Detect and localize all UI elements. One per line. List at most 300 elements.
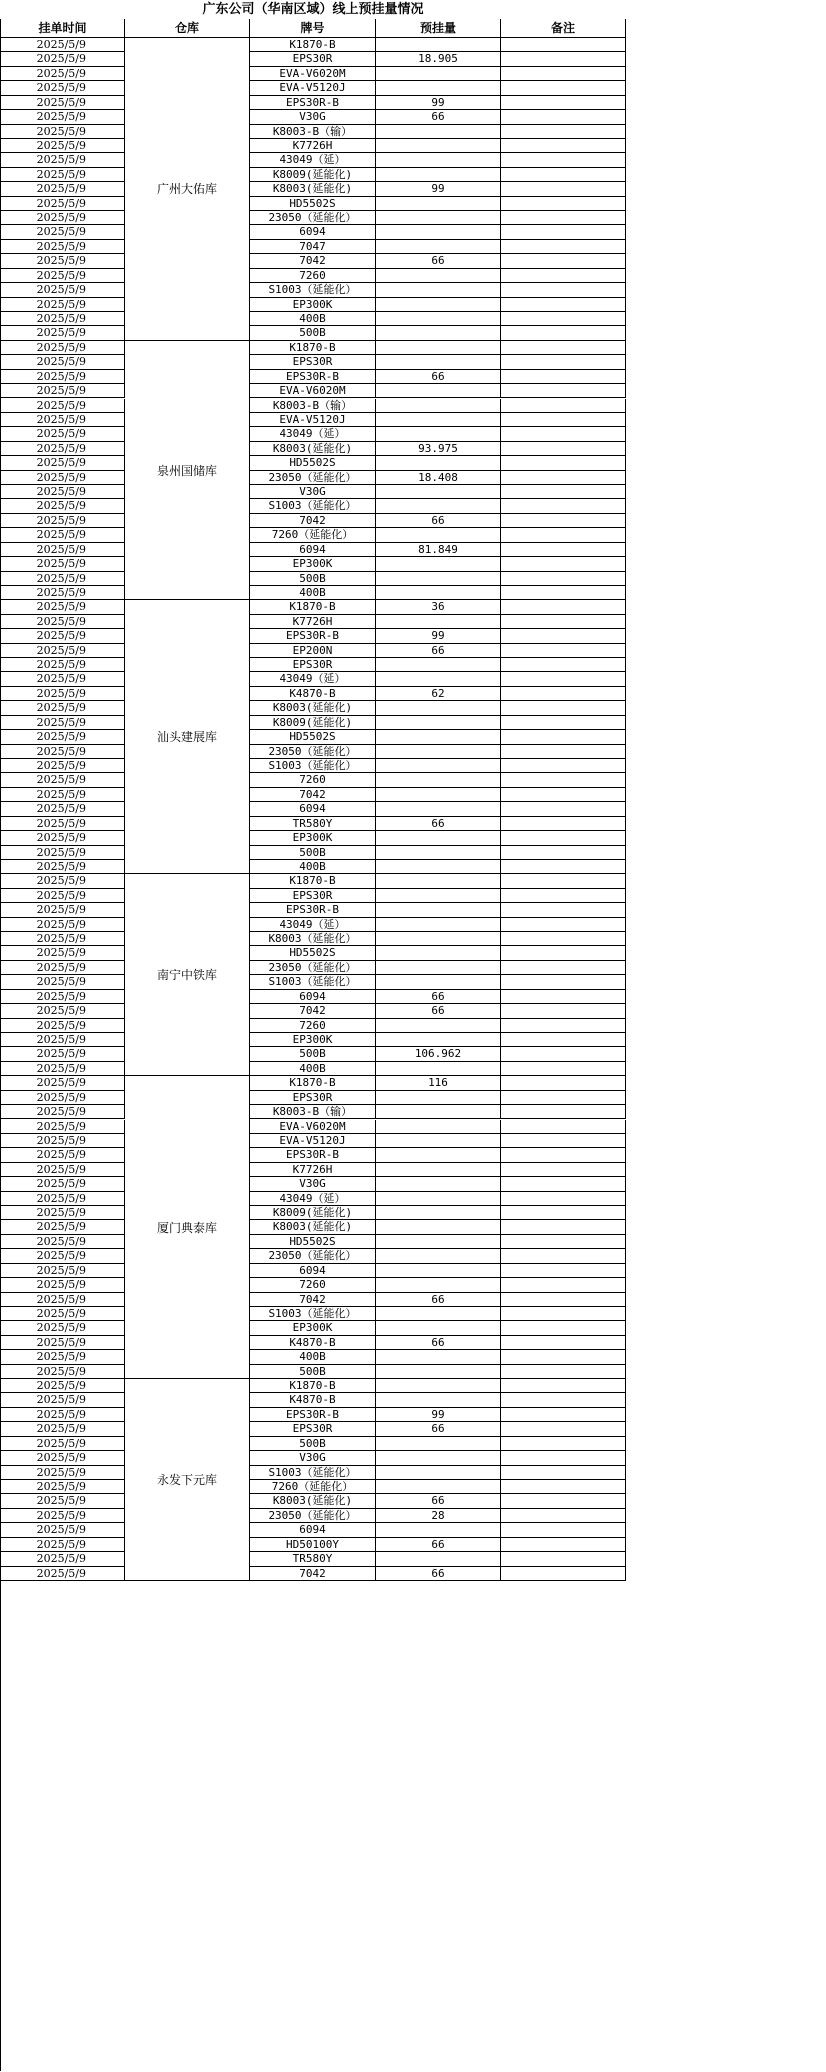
brand-cell: K8003(延能化) bbox=[250, 182, 376, 196]
note-cell bbox=[501, 1235, 626, 1249]
qty-cell bbox=[376, 586, 501, 600]
qty-cell bbox=[376, 1437, 501, 1451]
date-cell: 2025/5/9 bbox=[0, 341, 125, 355]
qty-cell: 62 bbox=[376, 687, 501, 701]
qty-cell: 66 bbox=[376, 817, 501, 831]
qty-cell bbox=[376, 1552, 501, 1566]
qty-cell: 66 bbox=[376, 990, 501, 1004]
qty-cell bbox=[376, 269, 501, 283]
qty-cell bbox=[376, 225, 501, 239]
note-cell bbox=[501, 1437, 626, 1451]
date-cell: 2025/5/9 bbox=[0, 1336, 125, 1350]
qty-cell bbox=[376, 745, 501, 759]
warehouse-cell: 泉州国储库 bbox=[125, 341, 250, 601]
brand-cell: HD5502S bbox=[250, 1235, 376, 1249]
note-cell bbox=[501, 52, 626, 66]
date-cell: 2025/5/9 bbox=[0, 1509, 125, 1523]
brand-cell: 7042 bbox=[250, 1004, 376, 1018]
warehouse-cell: 南宁中铁库 bbox=[125, 874, 250, 1076]
date-cell: 2025/5/9 bbox=[0, 687, 125, 701]
date-cell: 2025/5/9 bbox=[0, 1134, 125, 1148]
note-cell bbox=[501, 96, 626, 110]
note-cell bbox=[501, 1177, 626, 1191]
qty-cell: 66 bbox=[376, 1336, 501, 1350]
qty-cell: 66 bbox=[376, 1567, 501, 1581]
qty-cell bbox=[376, 1365, 501, 1379]
date-cell: 2025/5/9 bbox=[0, 1091, 125, 1105]
header-note: 备注 bbox=[501, 19, 626, 38]
note-cell bbox=[501, 67, 626, 81]
date-cell: 2025/5/9 bbox=[0, 38, 125, 52]
date-cell: 2025/5/9 bbox=[0, 701, 125, 715]
note-cell bbox=[501, 1148, 626, 1162]
note-cell bbox=[501, 1480, 626, 1494]
note-cell bbox=[501, 918, 626, 932]
date-cell: 2025/5/9 bbox=[0, 932, 125, 946]
date-cell: 2025/5/9 bbox=[0, 442, 125, 456]
qty-cell bbox=[376, 413, 501, 427]
qty-cell bbox=[376, 384, 501, 398]
qty-cell bbox=[376, 1393, 501, 1407]
date-cell: 2025/5/9 bbox=[0, 456, 125, 470]
note-cell bbox=[501, 600, 626, 614]
date-cell: 2025/5/9 bbox=[0, 1466, 125, 1480]
qty-cell bbox=[376, 67, 501, 81]
brand-cell: K8009(延能化) bbox=[250, 168, 376, 182]
qty-cell bbox=[376, 889, 501, 903]
date-cell: 2025/5/9 bbox=[0, 312, 125, 326]
date-cell: 2025/5/9 bbox=[0, 730, 125, 744]
date-cell: 2025/5/9 bbox=[0, 1307, 125, 1321]
date-cell: 2025/5/9 bbox=[0, 1105, 125, 1119]
brand-cell: TR580Y bbox=[250, 1552, 376, 1566]
date-cell: 2025/5/9 bbox=[0, 1365, 125, 1379]
qty-cell bbox=[376, 1220, 501, 1234]
note-cell bbox=[501, 1466, 626, 1480]
note-cell bbox=[501, 730, 626, 744]
date-cell: 2025/5/9 bbox=[0, 52, 125, 66]
brand-cell: 43049（延） bbox=[250, 672, 376, 686]
brand-cell: 23050（延能化） bbox=[250, 471, 376, 485]
qty-cell bbox=[376, 1480, 501, 1494]
qty-cell bbox=[376, 1264, 501, 1278]
qty-cell: 66 bbox=[376, 110, 501, 124]
brand-cell: 7260 bbox=[250, 773, 376, 787]
date-cell: 2025/5/9 bbox=[0, 168, 125, 182]
brand-cell: K8003(延能化) bbox=[250, 442, 376, 456]
brand-cell: 6094 bbox=[250, 802, 376, 816]
date-cell: 2025/5/9 bbox=[0, 1293, 125, 1307]
note-cell bbox=[501, 110, 626, 124]
note-cell bbox=[501, 687, 626, 701]
note-cell bbox=[501, 471, 626, 485]
qty-cell bbox=[376, 168, 501, 182]
brand-cell: EVA-V6020M bbox=[250, 384, 376, 398]
brand-cell: 500B bbox=[250, 1437, 376, 1451]
note-cell bbox=[501, 125, 626, 139]
brand-cell: EPS30R-B bbox=[250, 370, 376, 384]
warehouse-cell: 厦门典泰库 bbox=[125, 1076, 250, 1379]
qty-cell bbox=[376, 1249, 501, 1263]
note-cell bbox=[501, 341, 626, 355]
qty-cell bbox=[376, 240, 501, 254]
date-cell: 2025/5/9 bbox=[0, 1451, 125, 1465]
note-cell bbox=[501, 1105, 626, 1119]
note-cell bbox=[501, 413, 626, 427]
brand-cell: 6094 bbox=[250, 1523, 376, 1537]
date-cell: 2025/5/9 bbox=[0, 96, 125, 110]
date-cell: 2025/5/9 bbox=[0, 1062, 125, 1076]
note-cell bbox=[501, 745, 626, 759]
note-cell bbox=[501, 427, 626, 441]
note-cell bbox=[501, 615, 626, 629]
brand-cell: 7042 bbox=[250, 788, 376, 802]
qty-cell bbox=[376, 485, 501, 499]
brand-cell: EVA-V5120J bbox=[250, 413, 376, 427]
qty-cell: 36 bbox=[376, 600, 501, 614]
qty-cell bbox=[376, 427, 501, 441]
note-cell bbox=[501, 629, 626, 643]
date-cell: 2025/5/9 bbox=[0, 860, 125, 874]
brand-cell: 7260（延能化） bbox=[250, 528, 376, 542]
qty-cell: 66 bbox=[376, 1004, 501, 1018]
note-cell bbox=[501, 1163, 626, 1177]
date-cell: 2025/5/9 bbox=[0, 788, 125, 802]
brand-cell: K8003(延能化) bbox=[250, 1494, 376, 1508]
note-cell bbox=[501, 298, 626, 312]
date-cell: 2025/5/9 bbox=[0, 1552, 125, 1566]
date-cell: 2025/5/9 bbox=[0, 773, 125, 787]
note-cell bbox=[501, 1076, 626, 1090]
qty-cell bbox=[376, 81, 501, 95]
date-cell: 2025/5/9 bbox=[0, 197, 125, 211]
date-cell: 2025/5/9 bbox=[0, 1321, 125, 1335]
date-cell: 2025/5/9 bbox=[0, 240, 125, 254]
qty-cell: 66 bbox=[376, 1494, 501, 1508]
qty-cell bbox=[376, 125, 501, 139]
brand-cell: 500B bbox=[250, 572, 376, 586]
qty-cell: 66 bbox=[376, 1422, 501, 1436]
date-cell: 2025/5/9 bbox=[0, 1350, 125, 1364]
date-cell: 2025/5/9 bbox=[0, 269, 125, 283]
date-cell: 2025/5/9 bbox=[0, 514, 125, 528]
note-cell bbox=[501, 1552, 626, 1566]
brand-cell: 400B bbox=[250, 860, 376, 874]
note-cell bbox=[501, 961, 626, 975]
date-cell: 2025/5/9 bbox=[0, 615, 125, 629]
date-cell: 2025/5/9 bbox=[0, 528, 125, 542]
brand-cell: 23050（延能化） bbox=[250, 961, 376, 975]
brand-cell: 23050（延能化） bbox=[250, 745, 376, 759]
date-cell: 2025/5/9 bbox=[0, 485, 125, 499]
qty-cell bbox=[376, 211, 501, 225]
qty-cell bbox=[376, 1062, 501, 1076]
note-cell bbox=[501, 672, 626, 686]
brand-cell: EPS30R-B bbox=[250, 629, 376, 643]
brand-cell: EP300K bbox=[250, 557, 376, 571]
date-cell: 2025/5/9 bbox=[0, 1422, 125, 1436]
qty-cell bbox=[376, 701, 501, 715]
brand-cell: 7260 bbox=[250, 1019, 376, 1033]
brand-cell: 400B bbox=[250, 586, 376, 600]
date-cell: 2025/5/9 bbox=[0, 1494, 125, 1508]
note-cell bbox=[501, 1134, 626, 1148]
note-cell bbox=[501, 1494, 626, 1508]
brand-cell: K8003(延能化) bbox=[250, 1220, 376, 1234]
brand-cell: 43049（延） bbox=[250, 153, 376, 167]
qty-cell bbox=[376, 153, 501, 167]
note-cell bbox=[501, 326, 626, 340]
note-cell bbox=[501, 903, 626, 917]
date-cell: 2025/5/9 bbox=[0, 1437, 125, 1451]
brand-cell: EP300K bbox=[250, 831, 376, 845]
note-cell bbox=[501, 701, 626, 715]
date-cell: 2025/5/9 bbox=[0, 716, 125, 730]
date-cell: 2025/5/9 bbox=[0, 110, 125, 124]
qty-cell bbox=[376, 773, 501, 787]
brand-cell: K1870-B bbox=[250, 38, 376, 52]
brand-cell: 7042 bbox=[250, 514, 376, 528]
brand-cell: K4870-B bbox=[250, 1336, 376, 1350]
date-cell: 2025/5/9 bbox=[0, 629, 125, 643]
date-cell: 2025/5/9 bbox=[0, 153, 125, 167]
brand-cell: EPS30R-B bbox=[250, 903, 376, 917]
qty-cell bbox=[376, 788, 501, 802]
note-cell bbox=[501, 586, 626, 600]
brand-cell: S1003（延能化） bbox=[250, 283, 376, 297]
qty-cell: 66 bbox=[376, 644, 501, 658]
brand-cell: 400B bbox=[250, 1062, 376, 1076]
date-cell: 2025/5/9 bbox=[0, 499, 125, 513]
note-cell bbox=[501, 1408, 626, 1422]
date-cell: 2025/5/9 bbox=[0, 1264, 125, 1278]
note-cell bbox=[501, 355, 626, 369]
brand-cell: 7042 bbox=[250, 254, 376, 268]
qty-cell bbox=[376, 399, 501, 413]
date-cell: 2025/5/9 bbox=[0, 326, 125, 340]
note-cell bbox=[501, 1451, 626, 1465]
date-cell: 2025/5/9 bbox=[0, 759, 125, 773]
warehouse-cell: 永发下元库 bbox=[125, 1379, 250, 1581]
qty-cell: 28 bbox=[376, 1509, 501, 1523]
note-cell bbox=[501, 1523, 626, 1537]
qty-cell bbox=[376, 874, 501, 888]
brand-cell: 400B bbox=[250, 312, 376, 326]
date-cell: 2025/5/9 bbox=[0, 1220, 125, 1234]
qty-cell bbox=[376, 341, 501, 355]
brand-cell: K4870-B bbox=[250, 1393, 376, 1407]
qty-cell bbox=[376, 759, 501, 773]
brand-cell: 7260 bbox=[250, 1278, 376, 1292]
date-cell: 2025/5/9 bbox=[0, 874, 125, 888]
qty-cell bbox=[376, 557, 501, 571]
qty-cell bbox=[376, 672, 501, 686]
note-cell bbox=[501, 889, 626, 903]
qty-cell bbox=[376, 572, 501, 586]
qty-cell: 66 bbox=[376, 514, 501, 528]
brand-cell: S1003（延能化） bbox=[250, 1307, 376, 1321]
note-cell bbox=[501, 384, 626, 398]
date-cell: 2025/5/9 bbox=[0, 471, 125, 485]
note-cell bbox=[501, 557, 626, 571]
date-cell: 2025/5/9 bbox=[0, 283, 125, 297]
note-cell bbox=[501, 860, 626, 874]
note-cell bbox=[501, 990, 626, 1004]
note-cell bbox=[501, 269, 626, 283]
note-cell bbox=[501, 1004, 626, 1018]
date-cell: 2025/5/9 bbox=[0, 399, 125, 413]
warehouse-cell: 广州大佑库 bbox=[125, 38, 250, 341]
brand-cell: EVA-V5120J bbox=[250, 1134, 376, 1148]
note-cell bbox=[501, 225, 626, 239]
qty-cell: 66 bbox=[376, 370, 501, 384]
note-cell bbox=[501, 817, 626, 831]
brand-cell: EVA-V6020M bbox=[250, 1120, 376, 1134]
brand-cell: EP300K bbox=[250, 1033, 376, 1047]
note-cell bbox=[501, 81, 626, 95]
qty-cell bbox=[376, 716, 501, 730]
note-cell bbox=[501, 543, 626, 557]
date-cell: 2025/5/9 bbox=[0, 1004, 125, 1018]
note-cell bbox=[501, 1249, 626, 1263]
date-cell: 2025/5/9 bbox=[0, 81, 125, 95]
qty-cell bbox=[376, 1278, 501, 1292]
qty-cell bbox=[376, 326, 501, 340]
qty-cell bbox=[376, 298, 501, 312]
note-cell bbox=[501, 1033, 626, 1047]
date-cell: 2025/5/9 bbox=[0, 903, 125, 917]
brand-cell: 400B bbox=[250, 1350, 376, 1364]
qty-cell: 66 bbox=[376, 1538, 501, 1552]
note-cell bbox=[501, 773, 626, 787]
qty-cell: 81.849 bbox=[376, 543, 501, 557]
qty-cell bbox=[376, 615, 501, 629]
note-cell bbox=[501, 240, 626, 254]
note-cell bbox=[501, 759, 626, 773]
date-cell: 2025/5/9 bbox=[0, 990, 125, 1004]
qty-cell bbox=[376, 197, 501, 211]
note-cell bbox=[501, 658, 626, 672]
qty-cell bbox=[376, 1019, 501, 1033]
note-cell bbox=[501, 1422, 626, 1436]
brand-cell: 6094 bbox=[250, 543, 376, 557]
note-cell bbox=[501, 1264, 626, 1278]
qty-cell bbox=[376, 1163, 501, 1177]
date-cell: 2025/5/9 bbox=[0, 817, 125, 831]
date-cell: 2025/5/9 bbox=[0, 961, 125, 975]
date-cell: 2025/5/9 bbox=[0, 1249, 125, 1263]
note-cell bbox=[501, 1307, 626, 1321]
qty-cell: 99 bbox=[376, 629, 501, 643]
qty-cell bbox=[376, 1350, 501, 1364]
note-cell bbox=[501, 197, 626, 211]
brand-cell: K7726H bbox=[250, 139, 376, 153]
qty-cell: 99 bbox=[376, 182, 501, 196]
note-cell bbox=[501, 283, 626, 297]
brand-cell: EPS30R bbox=[250, 658, 376, 672]
date-cell: 2025/5/9 bbox=[0, 298, 125, 312]
data-table bbox=[0, 19, 626, 2071]
brand-cell: K7726H bbox=[250, 1163, 376, 1177]
brand-cell: EPS30R bbox=[250, 1091, 376, 1105]
brand-cell: EP200N bbox=[250, 644, 376, 658]
brand-cell: K8003-B（输） bbox=[250, 1105, 376, 1119]
brand-cell: K8003(延能化) bbox=[250, 701, 376, 715]
brand-cell: EPS30R bbox=[250, 52, 376, 66]
note-cell bbox=[501, 1336, 626, 1350]
date-cell: 2025/5/9 bbox=[0, 672, 125, 686]
note-cell bbox=[501, 1047, 626, 1061]
date-cell: 2025/5/9 bbox=[0, 125, 125, 139]
date-cell: 2025/5/9 bbox=[0, 600, 125, 614]
note-cell bbox=[501, 1192, 626, 1206]
qty-cell bbox=[376, 1321, 501, 1335]
note-cell bbox=[501, 1120, 626, 1134]
date-cell: 2025/5/9 bbox=[0, 846, 125, 860]
qty-cell bbox=[376, 831, 501, 845]
brand-cell: 43049（延） bbox=[250, 918, 376, 932]
date-cell: 2025/5/9 bbox=[0, 1408, 125, 1422]
qty-cell bbox=[376, 1192, 501, 1206]
header-date: 挂单时间 bbox=[0, 19, 125, 38]
note-cell bbox=[501, 1379, 626, 1393]
brand-cell: K1870-B bbox=[250, 1379, 376, 1393]
qty-cell bbox=[376, 1379, 501, 1393]
qty-cell bbox=[376, 961, 501, 975]
date-cell: 2025/5/9 bbox=[0, 182, 125, 196]
brand-cell: 6094 bbox=[250, 1264, 376, 1278]
brand-cell: 7260（延能化） bbox=[250, 1480, 376, 1494]
qty-cell: 66 bbox=[376, 1293, 501, 1307]
brand-cell: HD5502S bbox=[250, 730, 376, 744]
note-cell bbox=[501, 975, 626, 989]
brand-cell: 7047 bbox=[250, 240, 376, 254]
brand-cell: EVA-V5120J bbox=[250, 81, 376, 95]
qty-cell bbox=[376, 1134, 501, 1148]
date-cell: 2025/5/9 bbox=[0, 384, 125, 398]
note-cell bbox=[501, 1538, 626, 1552]
qty-cell bbox=[376, 1206, 501, 1220]
brand-cell: HD5502S bbox=[250, 197, 376, 211]
note-cell bbox=[501, 788, 626, 802]
date-cell: 2025/5/9 bbox=[0, 1480, 125, 1494]
note-cell bbox=[501, 442, 626, 456]
brand-cell: K1870-B bbox=[250, 600, 376, 614]
date-cell: 2025/5/9 bbox=[0, 745, 125, 759]
brand-cell: S1003（延能化） bbox=[250, 975, 376, 989]
date-cell: 2025/5/9 bbox=[0, 644, 125, 658]
note-cell bbox=[501, 1062, 626, 1076]
qty-cell bbox=[376, 946, 501, 960]
note-cell bbox=[501, 932, 626, 946]
qty-cell bbox=[376, 1235, 501, 1249]
date-cell: 2025/5/9 bbox=[0, 1235, 125, 1249]
qty-cell bbox=[376, 846, 501, 860]
note-cell bbox=[501, 485, 626, 499]
note-cell bbox=[501, 846, 626, 860]
date-cell: 2025/5/9 bbox=[0, 802, 125, 816]
brand-cell: S1003（延能化） bbox=[250, 1466, 376, 1480]
brand-cell: 6094 bbox=[250, 990, 376, 1004]
qty-cell: 116 bbox=[376, 1076, 501, 1090]
qty-cell bbox=[376, 312, 501, 326]
brand-cell: EPS30R-B bbox=[250, 96, 376, 110]
qty-cell bbox=[376, 1120, 501, 1134]
date-cell: 2025/5/9 bbox=[0, 1076, 125, 1090]
date-cell: 2025/5/9 bbox=[0, 1163, 125, 1177]
date-cell: 2025/5/9 bbox=[0, 139, 125, 153]
note-cell bbox=[501, 168, 626, 182]
